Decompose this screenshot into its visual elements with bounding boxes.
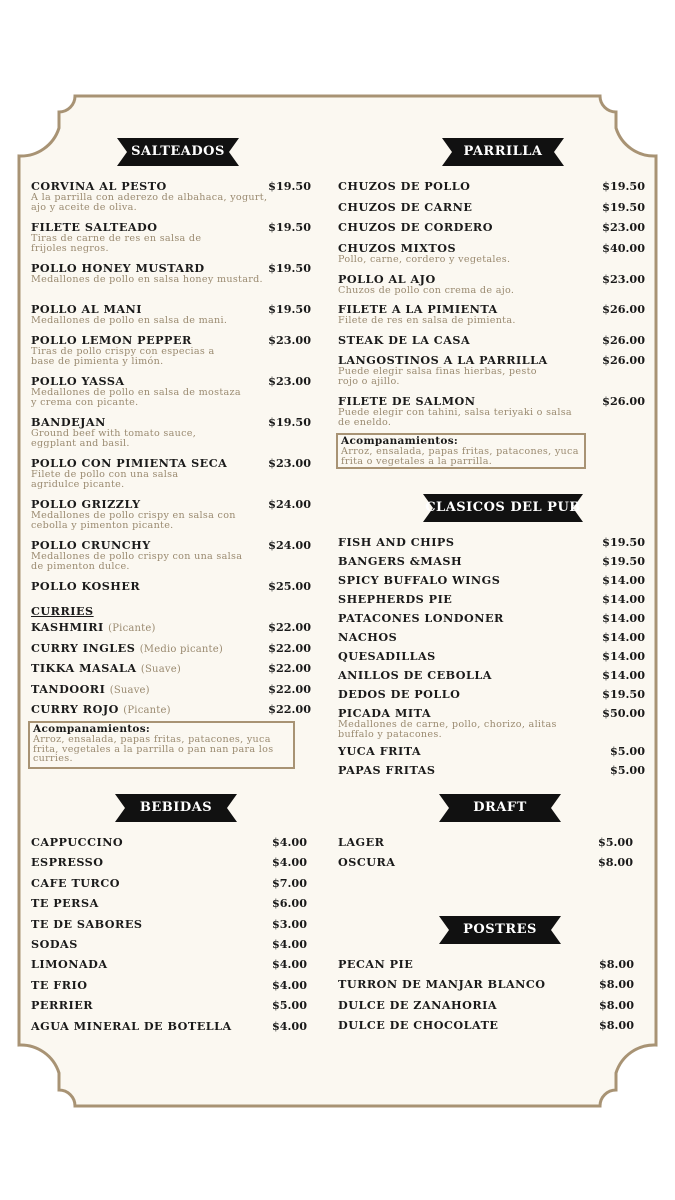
banner-clasicos: [423, 494, 583, 522]
item-note: (Picante): [108, 623, 156, 634]
item-price: $4.00: [271, 957, 307, 972]
section-title: BEBIDAS: [139, 800, 213, 815]
draft-list: [338, 835, 633, 876]
item-desc: Medallones de pollo en salsa honey mustard.: [31, 274, 263, 285]
item-price: $4.00: [271, 1018, 307, 1033]
acompanamientos-box-parrilla: [336, 433, 586, 469]
item-price: $14.00: [602, 573, 645, 587]
item-price: $4.00: [271, 936, 307, 951]
section-title: SALTEADOS: [131, 144, 225, 159]
menu-item: [338, 241, 645, 272]
item-desc: Medallones de carne, pollo, chorizo, alitas buffalo y patacones.: [338, 719, 557, 740]
item-price: $5.00: [271, 998, 307, 1013]
menu-item: [31, 374, 311, 415]
item-price: $22.00: [268, 640, 311, 655]
item-desc: Filete de res en salsa de pimienta.: [338, 315, 516, 326]
item-note: (Picante): [123, 705, 171, 716]
item-desc: A la parrilla con aderezo de albahaca, yogurt, ajo y aceite de oliva.: [31, 192, 268, 213]
menu-item: [338, 592, 645, 611]
menu-item: [31, 220, 311, 261]
menu-item: [338, 668, 645, 687]
item-price: $26.00: [602, 302, 645, 316]
item-price: $23.00: [602, 271, 645, 286]
menu-item: [31, 998, 307, 1018]
item-desc: Puede elegir salsa finas hierbas, pesto rojo o ajillo.: [338, 366, 537, 387]
menu-item: [31, 835, 307, 855]
item-name: POLLO AL MANI: [31, 302, 142, 316]
item-name: LIMONADA: [31, 957, 108, 972]
item-price: $4.00: [271, 977, 307, 992]
item-name: FILETE SALTEADO: [31, 220, 158, 234]
item-note: (Medio picante): [139, 643, 223, 655]
curry-item: [31, 661, 311, 682]
item-price: $19.50: [268, 261, 311, 275]
menu-item: [31, 917, 307, 937]
item-price: $5.00: [597, 835, 633, 849]
menu-item: [338, 998, 634, 1018]
item-price: $4.00: [271, 835, 307, 849]
item-name: CHUZOS DE POLLO: [338, 179, 471, 193]
menu-item: [338, 687, 645, 706]
item-name: CAPPUCCINO: [31, 835, 124, 849]
section-title: CLASICOS DEL PUB: [425, 500, 581, 515]
item-price: $8.00: [598, 957, 634, 971]
item-name: PATACONES LONDONER: [338, 611, 504, 625]
acc-desc: Arroz, ensalada, papas fritas, patacones, yuca frita o vegetales a la parrilla.: [341, 446, 579, 467]
curries-heading: [31, 600, 311, 620]
item-name: DEDOS DE POLLO: [338, 687, 461, 701]
menu-item: [31, 957, 307, 977]
item-price: $8.00: [598, 1018, 634, 1033]
curry-item: [31, 702, 311, 723]
item-name: LANGOSTINOS A LA PARRILLA: [338, 353, 548, 367]
item-name: AGUA MINERAL DE BOTELLA: [31, 1018, 232, 1033]
item-price: $22.00: [268, 620, 311, 634]
item-price: $7.00: [271, 875, 307, 890]
menu-item: [338, 179, 645, 200]
menu-item: [338, 353, 645, 394]
item-name: TE FRIO: [31, 977, 88, 992]
menu-item: [338, 394, 645, 435]
salteados-list: [31, 179, 311, 723]
item-name: TE PERSA: [31, 896, 99, 911]
item-price: $22.00: [268, 702, 311, 716]
menu-item: [31, 978, 307, 998]
item-name: POLLO CON PIMIENTA SECA: [31, 456, 228, 470]
menu-item: [338, 706, 645, 744]
item-price: $8.00: [598, 977, 634, 992]
item-name: PICADA MITA: [338, 706, 432, 720]
item-name: TURRON DE MANJAR BLANCO: [338, 977, 546, 992]
item-price: $3.00: [271, 916, 307, 931]
item-price: $14.00: [602, 668, 645, 682]
menu-item: [338, 855, 633, 875]
item-price: $19.50: [602, 535, 645, 549]
menu-item: [31, 579, 311, 600]
menu-item: [31, 415, 311, 456]
item-price: $14.00: [602, 592, 645, 606]
item-name: PAPAS FRITAS: [338, 763, 436, 777]
item-name: SHEPHERDS PIE: [338, 592, 453, 606]
item-name: CURRY INGLES: [31, 640, 136, 655]
item-price: $5.00: [609, 744, 645, 758]
item-price: $25.00: [268, 579, 311, 593]
item-desc: Tiras de carne de res en salsa de frijoles negros.: [31, 233, 202, 254]
item-desc: Puede elegir con tahini, salsa teriyaki o salsa de eneldo.: [338, 407, 572, 428]
item-price: $19.50: [268, 302, 311, 316]
item-name: FILETE A LA PIMIENTA: [338, 302, 498, 316]
item-note: (Suave): [140, 664, 181, 675]
menu-item: [338, 649, 645, 668]
item-name: POLLO AL AJO: [338, 271, 436, 286]
menu-item: [31, 855, 307, 875]
item-price: $8.00: [597, 855, 633, 870]
item-price: $50.00: [602, 706, 645, 720]
menu-item: [31, 1019, 307, 1039]
item-desc: Medallones de pollo en salsa de mani.: [31, 315, 228, 326]
item-price: $19.50: [268, 415, 311, 429]
item-name: SPICY BUFFALO WINGS: [338, 573, 501, 587]
item-name: PERRIER: [31, 998, 94, 1013]
item-desc: Pollo, carne, cordero y vegetales.: [338, 253, 511, 265]
item-name: CORVINA AL PESTO: [31, 179, 167, 193]
item-desc: Medallones de pollo en salsa de mostaza y crema con picante.: [31, 387, 241, 408]
item-name: TANDOORI: [31, 681, 106, 696]
bebidas-list: [31, 835, 307, 1039]
menu-item: [338, 957, 634, 977]
item-price: $6.00: [271, 896, 307, 911]
item-name: POLLO KOSHER: [31, 579, 141, 593]
menu-item: [338, 763, 645, 782]
item-name: KASHMIRI: [31, 620, 104, 634]
item-price: $19.50: [602, 687, 645, 701]
curry-item: [31, 682, 311, 703]
item-name: FISH AND CHIPS: [338, 535, 455, 549]
item-name: NACHOS: [338, 630, 398, 644]
menu-item: [338, 200, 645, 221]
item-name: ANILLOS DE CEBOLLA: [338, 668, 492, 682]
item-price: $14.00: [602, 611, 645, 625]
item-price: $5.00: [609, 763, 645, 777]
item-name: SODAS: [31, 936, 78, 951]
menu-item: [31, 497, 311, 538]
item-price: $23.00: [268, 333, 311, 347]
menu-item: [338, 220, 645, 241]
postres-list: [338, 957, 634, 1039]
menu-item: [31, 937, 307, 957]
menu-item: [338, 630, 645, 649]
item-name: CHUZOS DE CORDERO: [338, 220, 493, 234]
item-desc: Tiras de pollo crispy con especias a base de pimienta y limón.: [31, 346, 215, 367]
menu-item: [31, 302, 311, 333]
item-name: DULCE DE ZANAHORIA: [338, 997, 498, 1012]
menu-item: [338, 835, 633, 855]
menu-item: [338, 333, 645, 354]
item-price: $14.00: [602, 630, 645, 644]
item-name: CAFE TURCO: [31, 875, 120, 890]
menu-item: [338, 535, 645, 554]
menu-item: [338, 272, 645, 303]
item-name: TE DE SABORES: [31, 916, 143, 931]
menu-item: [338, 977, 634, 997]
curries-title: CURRIES: [31, 604, 94, 618]
item-price: $4.00: [271, 855, 307, 870]
banner-postres: [439, 916, 561, 944]
acc-title: Acompanamientos:: [33, 723, 151, 735]
item-price: $26.00: [602, 394, 645, 408]
menu-item: [31, 456, 311, 497]
menu-item: [338, 554, 645, 573]
item-price: $19.50: [268, 220, 311, 234]
item-price: $8.00: [598, 997, 634, 1012]
menu-item: [338, 744, 645, 763]
item-note: (Suave): [109, 684, 150, 696]
acc-title: Acompanamientos:: [341, 435, 459, 447]
section-title: POSTRES: [463, 922, 537, 937]
item-name: CHUZOS MIXTOS: [338, 240, 457, 255]
item-price: $22.00: [268, 661, 311, 675]
item-name: POLLO HONEY MUSTARD: [31, 261, 205, 275]
menu-item: [31, 333, 311, 374]
item-name: POLLO CRUNCHY: [31, 538, 151, 552]
item-price: $19.50: [602, 199, 645, 214]
item-price: $19.50: [602, 554, 645, 568]
clasicos-list: [338, 535, 645, 782]
menu-item: [31, 876, 307, 896]
item-price: $26.00: [602, 332, 645, 347]
item-name: CHUZOS DE CARNE: [338, 199, 473, 214]
item-price: $40.00: [602, 240, 645, 255]
item-desc: Medallones de pollo crispy en salsa con cebolla y pimenton picante.: [31, 510, 236, 531]
item-price: $19.50: [602, 179, 645, 193]
menu-item: [31, 538, 311, 579]
menu-item: [338, 1018, 634, 1038]
banner-parrilla: [442, 138, 564, 166]
item-desc: Chuzos de pollo con crema de ajo.: [338, 284, 515, 296]
section-title: DRAFT: [473, 800, 527, 815]
item-name: YUCA FRITA: [338, 744, 422, 758]
banner-draft: [439, 794, 561, 822]
banner-bebidas: [115, 794, 237, 822]
menu-item: [31, 896, 307, 916]
item-name: POLLO LEMON PEPPER: [31, 333, 192, 347]
parrilla-list: [338, 179, 645, 435]
item-price: $23.00: [268, 374, 311, 388]
item-price: $26.00: [602, 353, 645, 367]
item-price: $19.50: [268, 179, 311, 193]
curry-item: [31, 641, 311, 662]
item-name: ESPRESSO: [31, 855, 104, 870]
item-name: QUESADILLAS: [338, 649, 436, 663]
item-price: $14.00: [602, 649, 645, 663]
acompanamientos-box-salteados: [28, 721, 295, 769]
item-name: BANDEJAN: [31, 415, 106, 429]
item-desc: Medallones de pollo crispy con una salsa de pimenton dulce.: [31, 551, 243, 572]
item-name: FILETE DE SALMON: [338, 394, 476, 408]
item-name: POLLO YASSA: [31, 374, 125, 388]
item-name: OSCURA: [338, 855, 396, 870]
item-price: $24.00: [268, 497, 311, 511]
menu-item: [31, 261, 311, 302]
item-price: $22.00: [268, 681, 311, 696]
item-name: STEAK DE LA CASA: [338, 332, 471, 347]
item-name: BANGERS &MASH: [338, 554, 463, 568]
item-name: DULCE DE CHOCOLATE: [338, 1018, 499, 1033]
menu-item: [338, 302, 645, 333]
menu-item: [338, 573, 645, 592]
item-price: $24.00: [268, 538, 311, 552]
menu-item: [338, 611, 645, 630]
item-desc: Filete de pollo con una salsa agridulce picante.: [31, 469, 179, 490]
item-name: POLLO GRIZZLY: [31, 497, 141, 511]
item-name: PECAN PIE: [338, 957, 414, 971]
item-desc: Ground beef with tomato sauce, eggplant and basil.: [31, 428, 197, 449]
section-title: PARRILLA: [463, 144, 543, 159]
banner-salteados: [117, 138, 239, 166]
item-price: $23.00: [602, 220, 645, 234]
item-price: $23.00: [268, 456, 311, 470]
acc-desc: Arroz, ensalada, papas fritas, patacones, yuca frita, vegetales a la parrilla o pan nan para los curries.: [33, 734, 274, 765]
item-name: TIKKA MASALA: [31, 661, 137, 675]
menu-item: [31, 179, 311, 220]
item-name: LAGER: [338, 835, 385, 849]
curry-item: [31, 620, 311, 641]
item-name: CURRY ROJO: [31, 702, 119, 716]
